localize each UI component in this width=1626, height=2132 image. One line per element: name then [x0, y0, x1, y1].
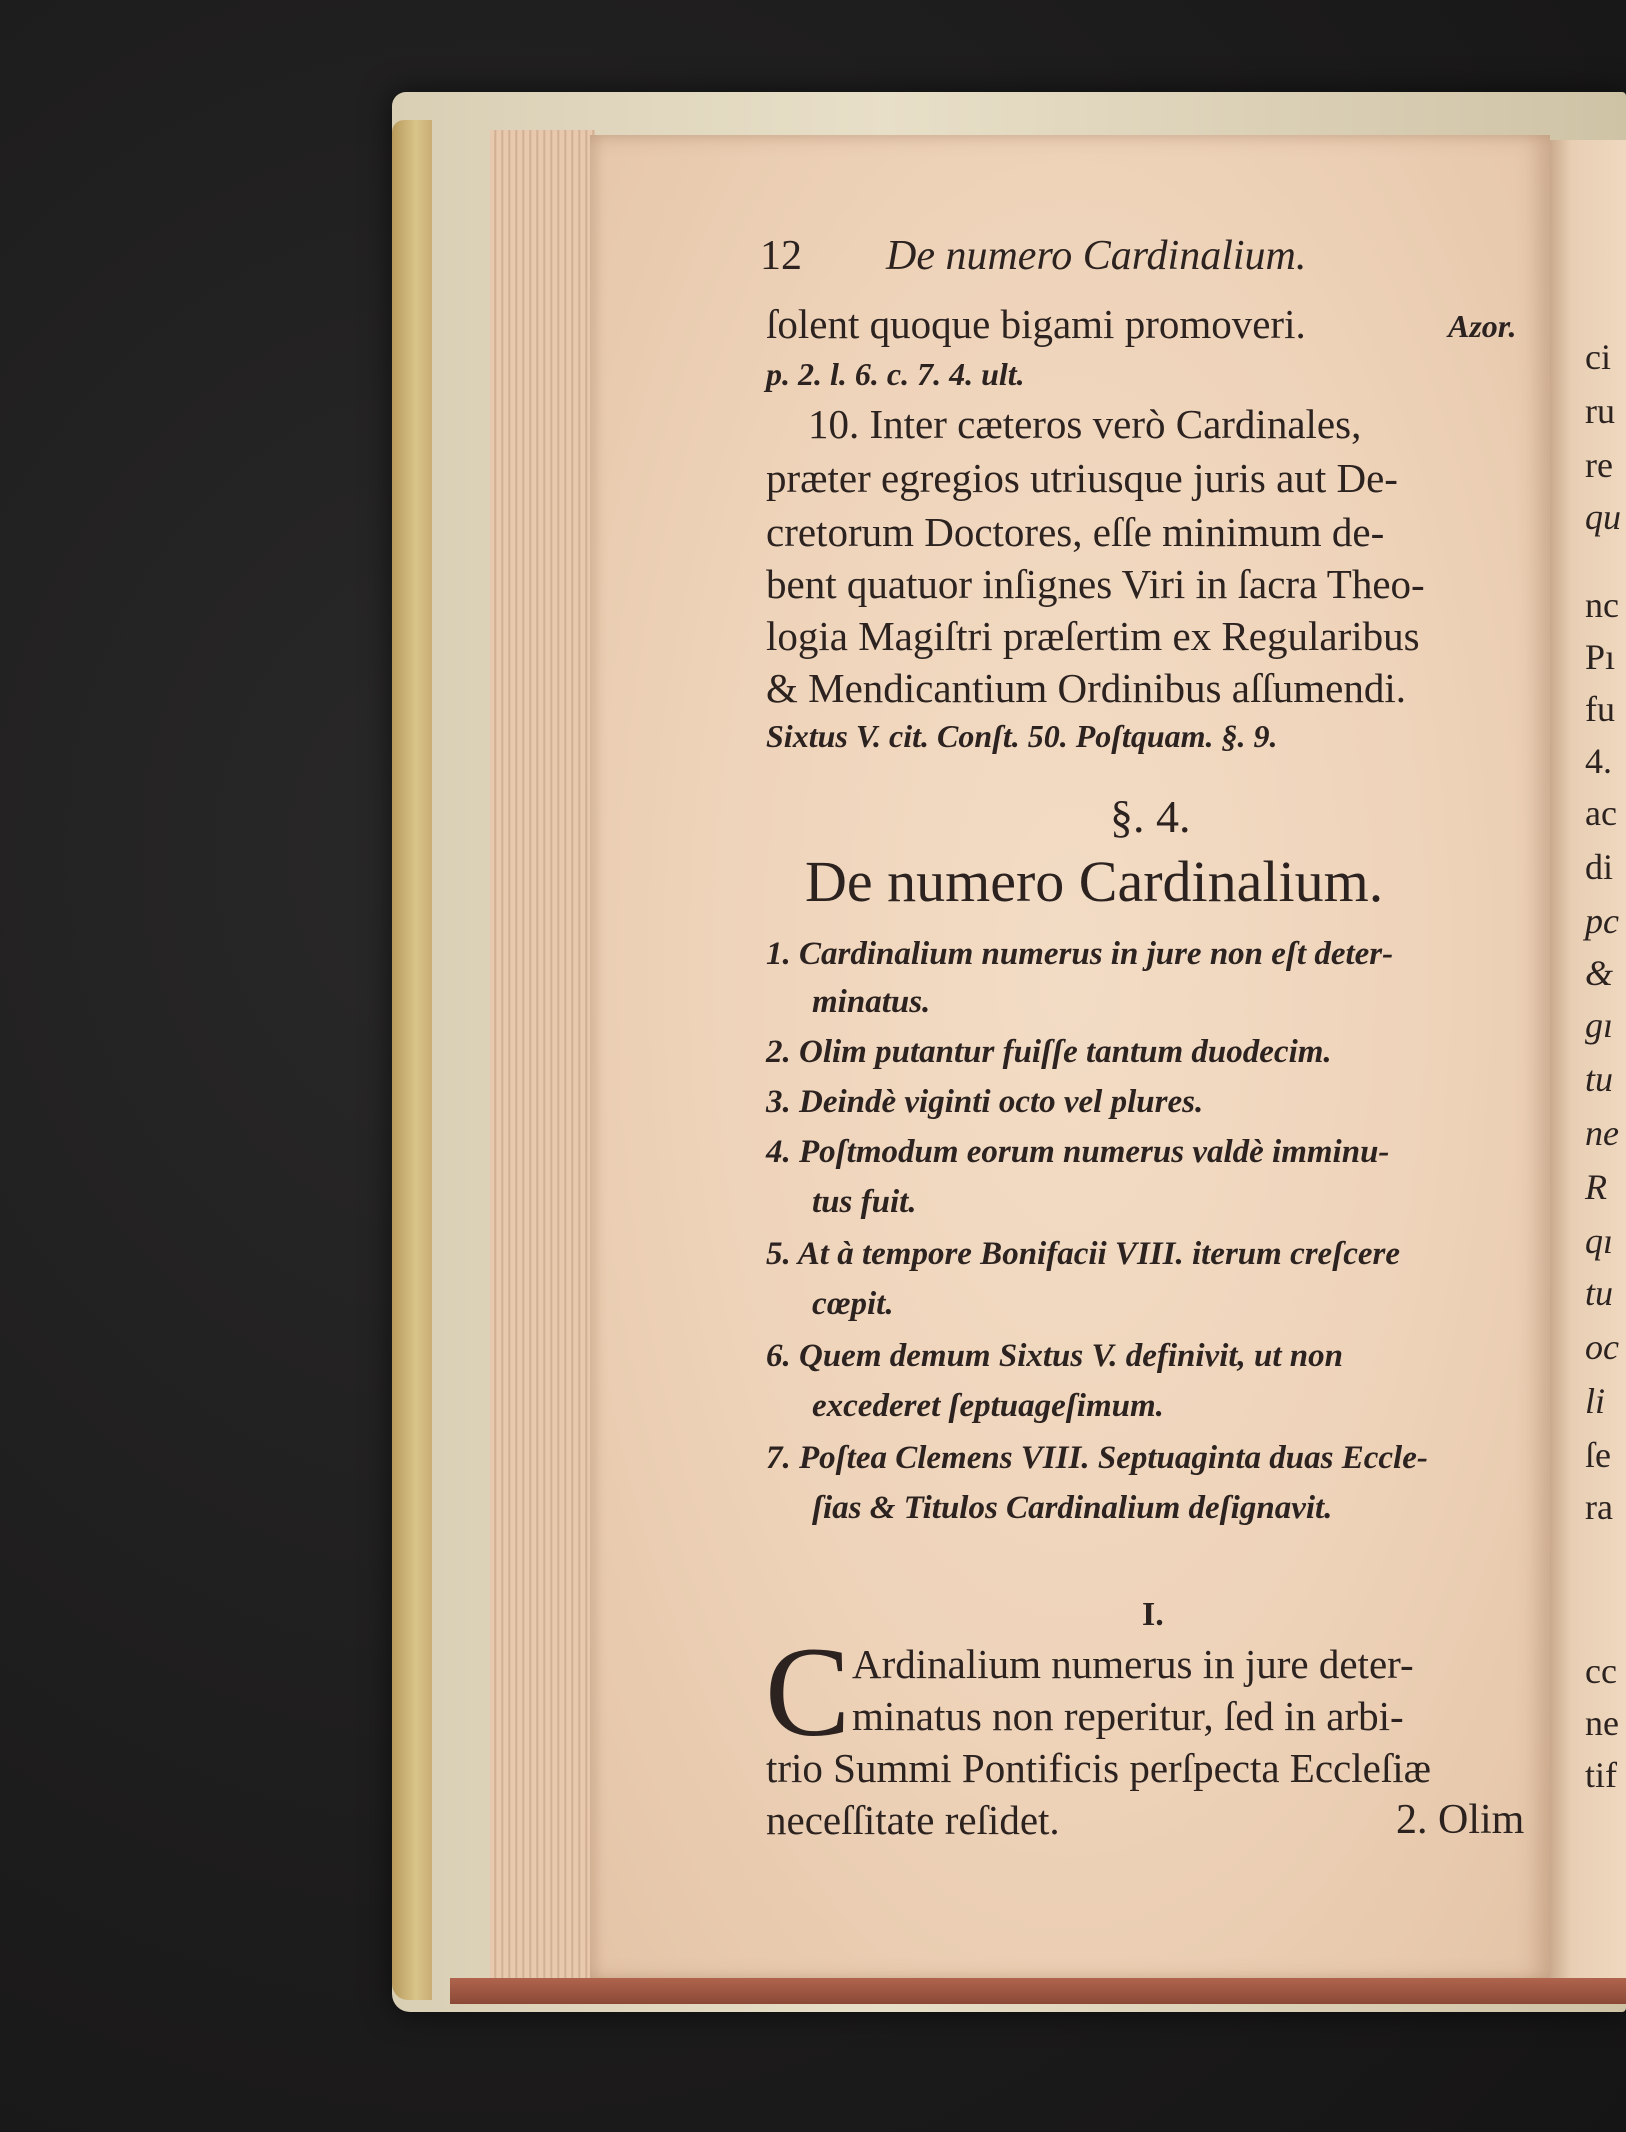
- facing-fragment: ci: [1585, 337, 1611, 377]
- summary-item: 6. Quem demum Sixtus V. definivit, ut non: [766, 1338, 1344, 1374]
- facing-fragment: tif: [1585, 1755, 1617, 1795]
- facing-fragment: qu: [1585, 497, 1621, 537]
- summary-item: 1. Cardinalium numerus in jure non eſt deter-: [766, 936, 1394, 972]
- body-line: ſolent quoque bigami promoveri.: [766, 301, 1306, 347]
- section-mark: §. 4.: [1110, 791, 1191, 842]
- facing-fragment: Pı: [1585, 637, 1616, 677]
- ref-azor: Azor.: [1448, 308, 1517, 344]
- facing-fragment: fu: [1585, 689, 1615, 729]
- facing-fragment: R: [1585, 1167, 1607, 1207]
- page-bottom-edge: [450, 1978, 1626, 2004]
- facing-fragment: ne: [1585, 1703, 1619, 1743]
- facing-fragment: oc: [1585, 1327, 1619, 1367]
- summary-item: 3. Deindè viginti octo vel plures.: [766, 1084, 1204, 1120]
- summary-item: minatus.: [812, 984, 931, 1020]
- page-edges: [490, 130, 595, 1986]
- drop-capital: C: [765, 1621, 851, 1763]
- body-line: & Mendicantium Ordinibus aſſumendi.: [766, 665, 1406, 711]
- vellum-binding-edge: [392, 120, 432, 2000]
- facing-fragment: li: [1585, 1381, 1606, 1421]
- paragraph-line: Ardinalium numerus in jure deter-: [852, 1641, 1414, 1687]
- body-line: p. 2. l. 6. c. 7. 4. ult.: [766, 356, 1025, 392]
- facing-fragment: di: [1585, 847, 1614, 887]
- facing-fragment: ac: [1585, 793, 1617, 833]
- paragraph-line: neceſſitate reſidet.: [766, 1797, 1060, 1843]
- section-title: De numero Cardinalium.: [805, 849, 1384, 914]
- page-number: 12: [760, 233, 802, 279]
- summary-item: 4. Poſtmodum eorum numerus valdè imminu-: [766, 1134, 1390, 1170]
- summary-item: cœpit.: [812, 1286, 894, 1322]
- body-line: cretorum Doctores, eſſe minimum de-: [766, 509, 1385, 555]
- facing-fragment: ra: [1585, 1487, 1613, 1527]
- paragraph-line: minatus non reperitur, ſed in arbi-: [852, 1693, 1404, 1739]
- facing-fragment: ne: [1585, 1113, 1619, 1153]
- facing-fragment: ſe: [1585, 1435, 1611, 1475]
- facing-fragment: ru: [1585, 391, 1615, 431]
- paragraph-number: I.: [1142, 1596, 1164, 1633]
- body-line: logia Magiſtri præſertim ex Regularibus: [766, 613, 1420, 659]
- summary-item: 7. Poſtea Clemens VIII. Septuaginta duas Eccle-: [766, 1440, 1428, 1476]
- body-line: Sixtus V. cit. Conſt. 50. Poſtquam. §. 9.: [766, 718, 1278, 754]
- summary-item: tus fuit.: [812, 1184, 917, 1220]
- facing-fragment: pc: [1585, 901, 1619, 941]
- summary-item: excederet ſeptuageſimum.: [812, 1388, 1164, 1424]
- facing-fragment: re: [1585, 445, 1613, 485]
- facing-fragment: tu: [1585, 1059, 1614, 1099]
- summary-item: 2. Olim putantur fuiſſe tantum duodecim.: [766, 1034, 1332, 1070]
- facing-fragment: tu: [1585, 1273, 1614, 1313]
- body-line: 10. Inter cæteros verò Cardinales,: [808, 401, 1362, 447]
- paragraph-line: trio Summi Pontificis perſpecta Eccleſiæ: [766, 1745, 1431, 1791]
- running-title: De numero Cardinalium.: [886, 233, 1307, 279]
- catchword: 2. Olim: [1396, 1797, 1525, 1843]
- body-line: bent quatuor inſignes Viri in ſacra Theo-: [766, 561, 1425, 607]
- facing-fragment: &: [1585, 953, 1614, 993]
- facing-fragment: nc: [1585, 585, 1619, 625]
- facing-fragment: qı: [1585, 1221, 1614, 1261]
- facing-fragment: 4.: [1585, 741, 1612, 781]
- body-line: præter egregios utriusque juris aut De-: [766, 455, 1398, 501]
- summary-item: ſias & Titulos Cardinalium deſignavit.: [812, 1490, 1333, 1526]
- summary-item: 5. At à tempore Bonifacii VIII. iterum creſcere: [766, 1236, 1400, 1272]
- facing-fragment: cc: [1585, 1651, 1617, 1691]
- facing-fragment: gı: [1585, 1005, 1614, 1045]
